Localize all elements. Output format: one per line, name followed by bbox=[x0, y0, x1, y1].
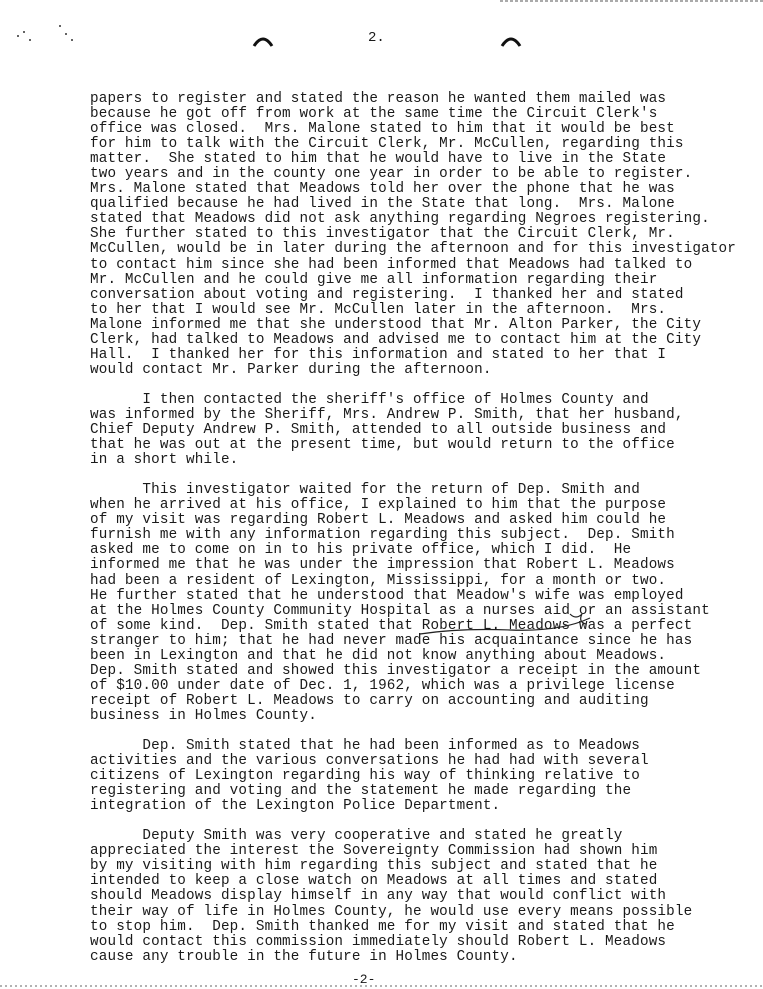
text-line: registering and voting and the statement he made regarding the bbox=[90, 783, 632, 800]
text-line: for him to talk with the Circuit Clerk, Mr. McCullen, regarding this bbox=[90, 136, 684, 153]
paragraph bbox=[90, 92, 762, 378]
page-number-header: 2. bbox=[368, 30, 385, 46]
text-line: appreciated the interest the Sovereignty Commission had shown him bbox=[90, 843, 658, 860]
text-line: qualified because he had lived in the State that long. Mrs. Malone bbox=[90, 196, 675, 213]
text-line: office was closed. Mrs. Malone stated to him that it would be best bbox=[90, 121, 675, 138]
text-line: Chief Deputy Andrew P. Smith, attended to all outside business and bbox=[90, 422, 667, 439]
text-line: when he arrived at his office, I explained to him that the purpose bbox=[90, 497, 667, 514]
text-line: He further stated that he understood that Meadow's wife was employed bbox=[90, 587, 684, 604]
paragraph bbox=[90, 483, 762, 724]
text-line: that he was out at the present time, but would return to the office bbox=[90, 437, 675, 454]
text-line: Hall. I thanked her for this information and stated to her that I bbox=[90, 346, 667, 363]
punch-mark-left bbox=[252, 34, 274, 48]
text-line: their way of life in Holmes County, he would use every means possible bbox=[90, 903, 693, 920]
bottom-edge-rule bbox=[0, 984, 763, 989]
paragraph bbox=[90, 739, 762, 814]
text-line: Dep. Smith stated and showed this investigator a receipt in the amount bbox=[90, 662, 702, 679]
text-line: cause any trouble in the future in Holmes County. bbox=[90, 948, 518, 965]
text-line: would contact Mr. Parker during the afternoon. bbox=[90, 361, 492, 378]
text-line: I then contacted the sheriff's office of Holmes County and bbox=[90, 391, 649, 408]
text-line: because he got off from work at the same time the Circuit Clerk's bbox=[90, 106, 658, 123]
text-line: of my visit was regarding Robert L. Meadows and asked him could he bbox=[90, 512, 667, 529]
text-line: should Meadows display himself in any way that would conflict with bbox=[90, 888, 667, 905]
text-line: Mrs. Malone stated that Meadows told her over the phone that he was bbox=[90, 181, 675, 198]
text-line: informed me that he was under the impression that Robert L. Meadows bbox=[90, 557, 675, 574]
text-line: papers to register and stated the reason he wanted them mailed was bbox=[90, 91, 667, 107]
text-line: would contact this commission immediately should Robert L. Meadows bbox=[90, 933, 667, 950]
text-line: citizens of Lexington regarding his way of thinking relative to bbox=[90, 768, 640, 785]
paragraph-gap bbox=[90, 468, 762, 483]
text-line: two years and in the county one year in order to be able to register. bbox=[90, 166, 693, 183]
text-line: Deputy Smith was very cooperative and stated he greatly bbox=[90, 828, 623, 845]
text-line: Malone informed me that she understood that Mr. Alton Parker, the City bbox=[90, 316, 702, 333]
text-line: stranger to him; that he had never made his acquaintance since he has bbox=[90, 632, 693, 649]
punch-mark-right bbox=[500, 34, 522, 48]
text-line: of $10.00 under date of Dec. 1, 1962, which was a privilege license bbox=[90, 677, 675, 694]
text-line: to her that I would see Mr. McCullen later in the afternoon. Mrs. bbox=[90, 301, 667, 318]
text-line: intended to keep a close watch on Meadows at all times and stated bbox=[90, 873, 658, 890]
text-line: Mr. McCullen and he could give me all information regarding their bbox=[90, 271, 658, 288]
handwritten-scribble bbox=[400, 610, 600, 640]
text-line: activities and the various conversations he had had with several bbox=[90, 753, 649, 770]
text-line: was informed by the Sheriff, Mrs. Andrew P. Smith, that her husband, bbox=[90, 406, 684, 423]
text-line: had been a resident of Lexington, Mississippi, for a month or two. bbox=[90, 572, 667, 589]
paragraph bbox=[90, 829, 762, 964]
text-line: by my visiting with him regarding this subject and stated that he bbox=[90, 858, 658, 875]
paragraph bbox=[90, 393, 762, 468]
paragraph-gap bbox=[90, 724, 762, 739]
document-body bbox=[90, 92, 762, 965]
top-edge-rule bbox=[500, 0, 763, 4]
text-line: She further stated to this investigator that the Circuit Clerk, Mr. bbox=[90, 226, 675, 243]
paragraph-gap bbox=[90, 814, 762, 829]
text-line: This investigator waited for the return of Dep. Smith and bbox=[90, 482, 640, 499]
scan-specks bbox=[14, 22, 84, 52]
page-number-footer: -2- bbox=[352, 972, 376, 987]
text-line: business in Holmes County. bbox=[90, 707, 317, 724]
text-line: matter. She stated to him that he would have to live in the State bbox=[90, 151, 667, 168]
text-line: stated that Meadows did not ask anything regarding Negroes registering. bbox=[90, 211, 710, 228]
text-line: to contact him since she had been informed that Meadows had talked to bbox=[90, 256, 693, 273]
text-line: to stop him. Dep. Smith thanked me for my visit and stated that he bbox=[90, 918, 675, 935]
text-line: integration of the Lexington Police Department. bbox=[90, 798, 501, 815]
text-line: McCullen, would be in later during the afternoon and for this investigator bbox=[90, 241, 736, 258]
text-line: of some kind. Dep. Smith stated that Robert L. Meadows was a perfect bbox=[90, 617, 693, 634]
text-line: asked me to come on in to his private office, which I did. He bbox=[90, 542, 632, 559]
text-line: Clerk, had talked to Meadows and advised me to contact him at the City bbox=[90, 331, 702, 348]
text-line: at the Holmes County Community Hospital as a nurses aid or an assistant bbox=[90, 602, 710, 619]
text-line: furnish me with any information regarding this subject. Dep. Smith bbox=[90, 527, 675, 544]
paragraph-gap bbox=[90, 378, 762, 393]
text-line: receipt of Robert L. Meadows to carry on accounting and auditing bbox=[90, 692, 649, 709]
text-line: in a short while. bbox=[90, 452, 239, 469]
text-line: conversation about voting and registering. I thanked her and stated bbox=[90, 286, 684, 303]
text-line: been in Lexington and that he did not know anything about Meadows. bbox=[90, 647, 667, 664]
text-line: Dep. Smith stated that he had been informed as to Meadows bbox=[90, 738, 640, 755]
